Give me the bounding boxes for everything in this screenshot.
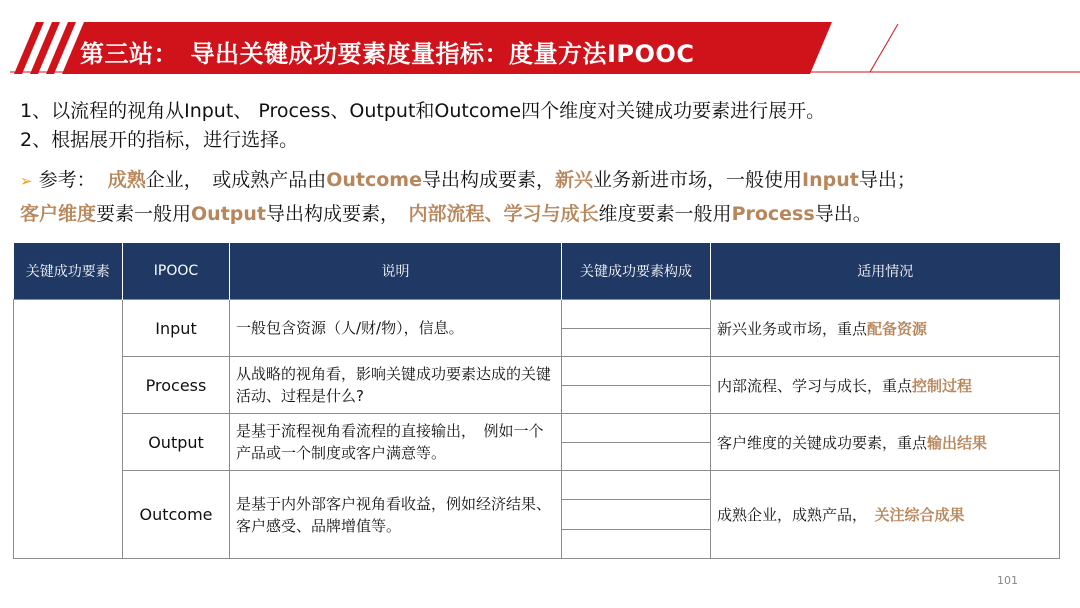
composition-cell [562, 357, 711, 414]
ref-text: 企业， 或成熟产品由 [145, 169, 327, 191]
table-row [14, 414, 1060, 471]
ref-text: 导出； [858, 169, 916, 191]
header-ipooc: IPOOC [123, 243, 230, 300]
description-cell: 从战略的视角看，影响关键成功要素达成的关键活动、过程是什么? [230, 357, 562, 414]
ref-highlight-process: Process [731, 203, 815, 225]
ref-text: 维度要素一般用 [598, 203, 732, 225]
table-row [14, 357, 1060, 414]
table-header-row [14, 243, 1060, 300]
ipooc-cell: Output [123, 414, 230, 471]
ref-text: 业务新进市场，一般使用 [593, 169, 803, 191]
composition-cell [562, 414, 711, 471]
point-2: 2、根据展开的指标，进行选择。 [20, 129, 299, 151]
ref-highlight-internal: 内部流程、学习与成长 [408, 203, 599, 225]
applicability-text: 内部流程、学习与成长，重点 [717, 376, 913, 395]
header-description: 说明 [230, 243, 562, 300]
applicability-text: 成熟企业，成熟产品， [717, 506, 875, 524]
ref-text: 导出构成要素， [266, 203, 409, 225]
ipooc-table [13, 243, 1060, 559]
ref-highlight-output: Output [191, 203, 267, 225]
page-number: 101 [997, 574, 1018, 587]
description-cell: 一般包含资源（人/财/物），信息。 [230, 300, 562, 357]
ref-highlight-new: 新兴 [555, 169, 594, 191]
ref-text: 导出。 [814, 203, 872, 225]
ref-text: 导出构成要素， [421, 169, 555, 191]
applicability-text: 新兴业务或市场，重点 [717, 319, 868, 338]
applicability-cell [711, 471, 1060, 559]
ref-label: 参考： [38, 169, 96, 191]
ref-highlight-customer: 客户维度 [20, 203, 97, 225]
ref-highlight-mature: 成熟 [107, 169, 146, 191]
page-title: 第三站： 导出关键成功要素度量指标：度量方法IPOOC [80, 40, 695, 68]
description-cell: 是基于内外部客户视角看收益，例如经济结果、客户感受、品牌增值等。 [230, 471, 562, 559]
table-row [14, 300, 1060, 357]
ref-text: 要素一般用 [96, 203, 192, 225]
composition-cell [562, 300, 711, 357]
reference-line-2 [20, 199, 872, 226]
table-row [14, 471, 1060, 559]
ipooc-cell: Process [123, 357, 230, 414]
applicability-highlight: 配备资源 [867, 319, 928, 338]
title-banner [0, 22, 1080, 74]
bullet-arrow-icon: ➢ [20, 172, 33, 190]
ipooc-cell: Outcome [123, 471, 230, 559]
header-composition: 关键成功要素构成 [562, 243, 711, 300]
applicability-cell [711, 300, 1060, 357]
description-cell: 是基于流程视角看流程的直接输出， 例如一个产品或一个制度或客户满意等。 [230, 414, 562, 471]
applicability-highlight: 关注综合成果 [874, 506, 965, 524]
applicability-highlight: 输出结果 [927, 433, 988, 452]
point-1: 1、以流程的视角从Input、 Process、Output和Outcome四个维度对关键成功要素进行展开。 [20, 100, 826, 122]
ipooc-cell: Input [123, 300, 230, 357]
header-applicability: 适用情况 [711, 243, 1060, 300]
ref-highlight-input: Input [802, 169, 859, 191]
applicability-cell [711, 357, 1060, 414]
ref-highlight-outcome: Outcome [326, 169, 422, 191]
header-kpi: 关键成功要素 [14, 243, 123, 300]
composition-cell [562, 471, 711, 559]
reference-line [20, 165, 916, 192]
applicability-highlight: 控制过程 [912, 376, 973, 395]
kpi-cell [14, 300, 123, 559]
applicability-text: 客户维度的关键成功要素，重点 [717, 433, 928, 452]
applicability-cell [711, 414, 1060, 471]
